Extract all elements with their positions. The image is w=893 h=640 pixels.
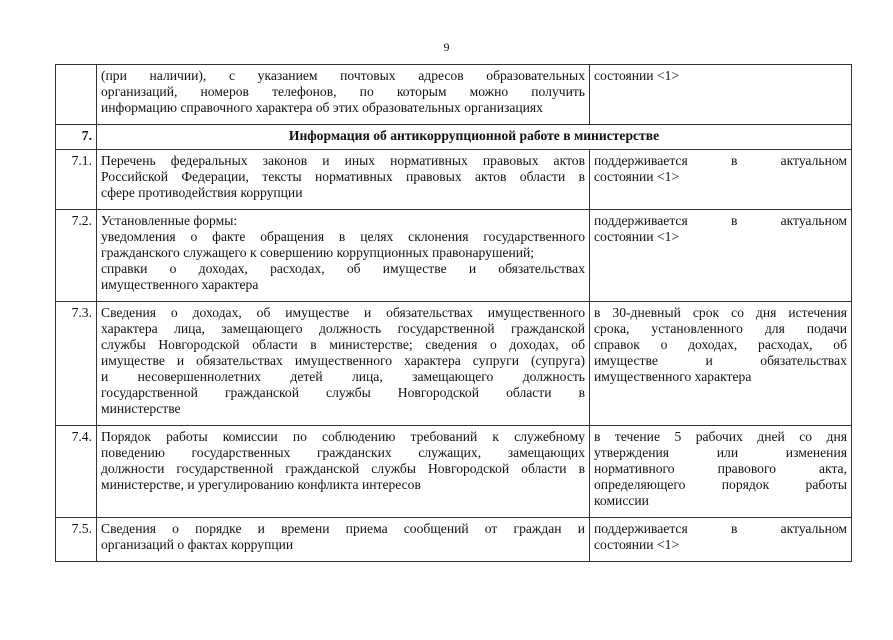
term-line: нормативного правового акта, xyxy=(594,461,847,476)
description-line: и несовершеннолетних детей лица, замещающего должность xyxy=(101,369,585,384)
term-line: поддерживается в актуальном xyxy=(594,521,847,536)
term-line: состоянии <1> xyxy=(594,169,680,184)
description-line: Перечень федеральных законов и иных нормативных правовых актов xyxy=(101,153,585,168)
row-number: 7.2. xyxy=(56,210,97,302)
row-term xyxy=(590,65,852,125)
table-row xyxy=(56,65,852,125)
table-row xyxy=(56,210,852,302)
section-number: 7. xyxy=(56,125,97,150)
row-description xyxy=(97,426,590,518)
row-description xyxy=(97,65,590,125)
description-line: Сведения о доходах, об имуществе и обязательствах имущественного xyxy=(101,305,585,320)
row-number xyxy=(56,65,97,125)
row-number: 7.4. xyxy=(56,426,97,518)
description-line: службы Новгородской области в министерстве; сведения о доходах, об xyxy=(101,337,585,352)
term-line: состоянии <1> xyxy=(594,537,680,552)
table-row xyxy=(56,426,852,518)
description-line: гражданского служащего к совершению коррупционных правонарушений; xyxy=(101,245,535,260)
description-line: поведению государственных гражданских служащих, замещающих xyxy=(101,445,585,460)
description-line: Российской Федерации, тексты нормативных правовых актов области в xyxy=(101,169,585,184)
description-line: справки о доходах, расходах, об имуществе и обязательствах xyxy=(101,261,585,276)
section-title: Информация об антикоррупционной работе в министерстве xyxy=(97,125,852,150)
row-number: 7.3. xyxy=(56,302,97,426)
row-term xyxy=(590,210,852,302)
description-line: министерстве, и урегулированию конфликта интересов xyxy=(101,477,421,492)
term-line: поддерживается в актуальном xyxy=(594,213,847,228)
description-line: организаций, номеров телефонов, по которым можно получить xyxy=(101,84,585,99)
section-header-row xyxy=(56,125,852,150)
row-description xyxy=(97,210,590,302)
term-line: состоянии <1> xyxy=(594,229,680,244)
term-line: имуществе и обязательствах xyxy=(594,353,847,368)
description-line: имущественного характера xyxy=(101,277,259,292)
description-line: сфере противодействия коррупции xyxy=(101,185,303,200)
description-line: характера лица, замещающего должность государственной гражданской xyxy=(101,321,585,336)
row-term xyxy=(590,518,852,562)
description-line: Порядок работы комиссии по соблюдению требований к служебному xyxy=(101,429,585,444)
row-description xyxy=(97,302,590,426)
term-line: в течение 5 рабочих дней со дня xyxy=(594,429,847,444)
row-number: 7.1. xyxy=(56,150,97,210)
term-line: имущественного характера xyxy=(594,369,752,384)
row-number: 7.5. xyxy=(56,518,97,562)
page-number: 9 xyxy=(443,40,450,54)
table-row xyxy=(56,302,852,426)
information-table xyxy=(55,64,852,562)
description-line: Сведения о порядке и времени приема сообщений от граждан и xyxy=(101,521,585,536)
description-line: организаций о фактах коррупции xyxy=(101,537,294,552)
description-line: информацию справочного характера об этих образовательных организациях xyxy=(101,100,543,115)
table-row xyxy=(56,518,852,562)
term-line: поддерживается в актуальном xyxy=(594,153,847,168)
description-line: (при наличии), с указанием почтовых адресов образовательных xyxy=(101,68,585,83)
row-term xyxy=(590,302,852,426)
term-line: состоянии <1> xyxy=(594,68,680,83)
table-row xyxy=(56,150,852,210)
term-line: справок о доходах, расходах, об xyxy=(594,337,847,352)
row-description xyxy=(97,150,590,210)
description-line: должности государственной гражданской службы Новгородской области в xyxy=(101,461,585,476)
term-line: определяющего порядок работы xyxy=(594,477,847,492)
term-line: в 30-дневный срок со дня истечения xyxy=(594,305,847,320)
term-line: комиссии xyxy=(594,493,649,508)
term-line: утверждения или изменения xyxy=(594,445,847,460)
description-line: министерстве xyxy=(101,401,181,416)
description-line: государственной гражданской службы Новгородской области в xyxy=(101,385,585,400)
description-line: Установленные формы: xyxy=(101,213,238,228)
row-description xyxy=(97,518,590,562)
description-line: уведомления о факте обращения в целях склонения государственного xyxy=(101,229,585,244)
term-line: срока, установленного для подачи xyxy=(594,321,847,336)
row-term xyxy=(590,426,852,518)
description-line: имуществе и обязательствах имущественного характера супруги (супруга) xyxy=(101,353,585,368)
row-term xyxy=(590,150,852,210)
